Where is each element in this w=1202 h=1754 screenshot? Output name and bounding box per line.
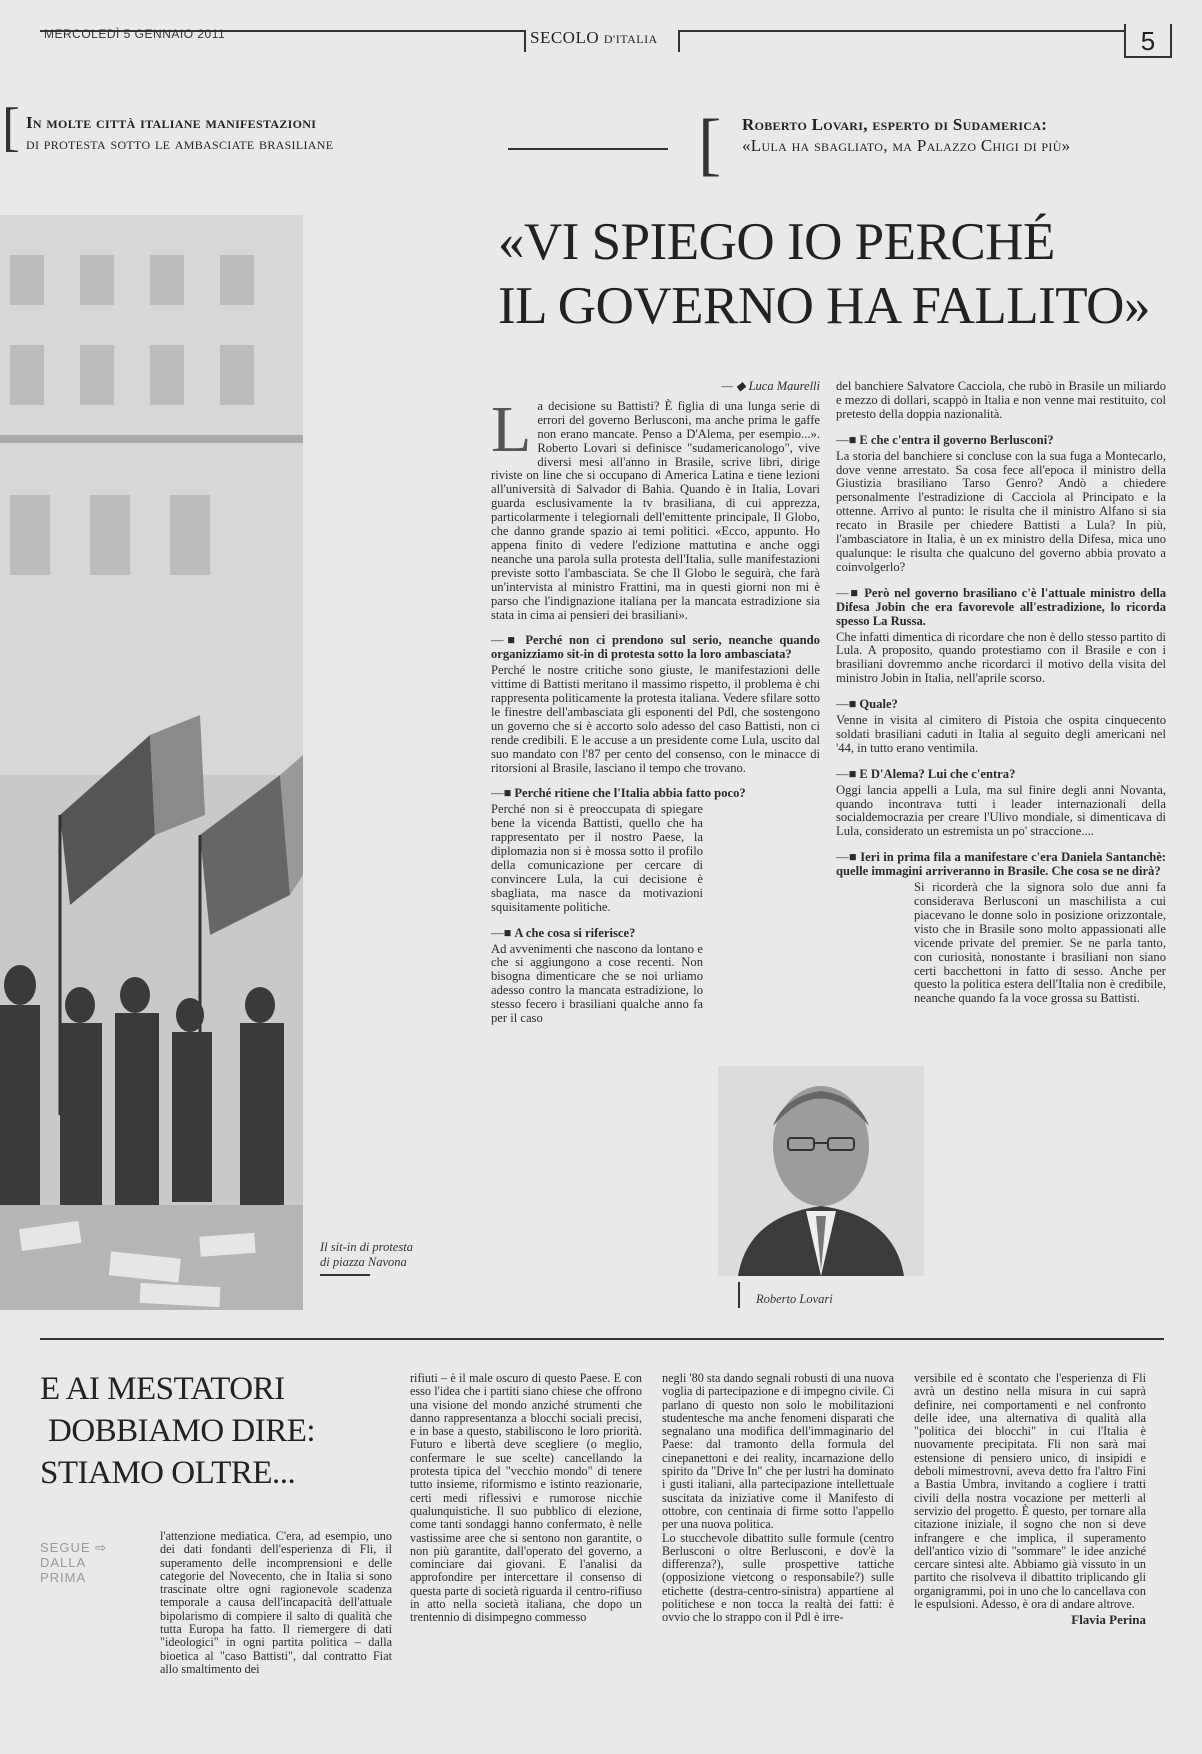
- dropcap: L: [491, 392, 532, 466]
- arrow-right-icon: ⇨: [95, 1540, 108, 1555]
- section2-title-line3: STIAMO OLTRE...: [40, 1455, 296, 1491]
- section2-column-4: [914, 1372, 1146, 1627]
- section-divider: [40, 1338, 1164, 1340]
- headline-line1: «VI SPIEGO IO PERCHÉ: [498, 213, 1055, 271]
- segue-line3: PRIMA: [40, 1570, 87, 1585]
- protest-photo: [0, 215, 303, 1310]
- kicker-right-line2: «Lula ha sbagliato, ma Palazzo Chigi di più»: [742, 136, 1071, 155]
- photo-caption: [320, 1240, 440, 1276]
- kicker-left-line2: di protesta sotto le ambasciate brasiliane: [26, 134, 334, 153]
- portrait-caption-rule: [738, 1282, 740, 1308]
- segue-line1-text: SEGUE: [40, 1540, 91, 1555]
- photo-caption-line2: di piazza Navona: [320, 1255, 407, 1269]
- answer-8: Si ricorderà che la signora solo due anni fa considerava Berlusconi un maschilista a cui piacevano le donne solo in posizione orizzontale, visto che in Brasile sono molto appassionati alle vicende private del premier. Se ne parla tanto, con curiosità, nonostante i brasiliani non siano certi bacchettoni in fatto di sesso. Anche per questo la politica estera dell'Italia non è credibile, neanche quando fa la voce grossa su Battisti.: [914, 880, 1166, 1006]
- question-5: —■ Però nel governo brasiliano c'è l'attuale ministro della Difesa Jobin che era favorevole all'estradizione, lo ricorda spesso La Russa.: [836, 585, 1166, 628]
- photo-caption-line1: Il sit-in di protesta: [320, 1240, 413, 1254]
- question-2-text: Perché ritiene che l'Italia abbia fatto poco?: [514, 786, 746, 801]
- kicker-divider: [508, 148, 668, 150]
- section2-title-line2: DOBBIAMO DIRE:: [48, 1413, 316, 1449]
- article-intro: [491, 392, 820, 623]
- section2-title: [40, 1368, 320, 1494]
- answer-6: Venne in visita al cimitero di Pistoia che ospita cinquecento soldati brasiliani caduti in Italia al seguito degli americani nel '44, in tutto erano ventimila.: [836, 713, 1166, 755]
- kicker-left: [26, 112, 466, 154]
- byline: — ◆ Luca Maurelli: [721, 379, 820, 393]
- answer-3: Ad avvenimenti che nascono da lontano e che si aggiungono a cose recenti. Non bisogna dimenticare che se noi urliamo adesso contro la mancata estradizione, lo stesso fecero i brasiliani qualche anno fa per il caso: [491, 941, 703, 1026]
- headline-line2: IL GOVERNO HA FALLITO»: [498, 277, 1150, 335]
- question-4-text: E che c'entra il governo Berlusconi?: [859, 432, 1054, 447]
- segue-label: [40, 1540, 107, 1585]
- byline-author: Luca Maurelli: [748, 379, 820, 393]
- photo-caption-rule: [320, 1274, 370, 1276]
- article-column-2: [836, 380, 1166, 1006]
- kicker-right-line1: Roberto Lovari, esperto di Sudamerica:: [742, 115, 1048, 134]
- question-7: —■ E D'Alema? Lui che c'entra?: [836, 766, 1016, 781]
- answer-7: Oggi lancia appelli a Lula, ma sul finire degli anni Novanta, quando incontrava tutti i leader internazionali della socialdemocrazia per creare l'Ulivo mondiale, si dimenticava di Lula, considerato un estremista un po' straccione....: [836, 782, 1166, 839]
- kicker-left-line1: In molte città italiane manifestazioni: [26, 113, 317, 132]
- question-2: —■ Perché ritiene che l'Italia abbia fatto poco?: [491, 786, 746, 801]
- question-5-text: Però nel governo brasiliano c'è l'attuale ministro della Difesa Jobin che era favorevole all'estradizione, lo ricorda spesso La Russa.: [836, 585, 1166, 628]
- segue-line1: [40, 1540, 107, 1555]
- article-intro-text: a decisione su Battisti? È figlia di una lunga serie di errori del governo Berlusconi, ma anche prima le gaffe non erano mancate. Penso a D'Alema, per esempio...». Roberto Lovari si definisce "sudamericanologo", vive diversi mesi all'anno in Brasile, scrive libri, dirige riviste on line che si occupano di America Latina e tiene lezioni all'università di Salvador di Bahia. Quando è in Italia, Lovari guarda esclusivamente la tv brasiliana, di cui apprezza, particolarmente i telegiornali dell'emittente principale, Il Globo, che danno grande spazio ai temi politici. «Ecco, appunto. Ho appena finito di vedere l'edizione mattutina e anche oggi neanche una parola sulla protesta dell'Italia, sulle manifestazioni previste sotto l'ambasciata. Se che Il Globo le seguirà, che farà un'intervista al ministro Frattini, ma in questi giorni non mi è parso che l'indignazione italiana per la mancata estradizione sia stata in cima ai pensieri dei brasiliani».: [491, 398, 820, 622]
- question-4: —■ E che c'entra il governo Berlusconi?: [836, 432, 1054, 447]
- portrait-illustration: [718, 1066, 924, 1276]
- section2-column-1: l'attenzione mediatica. C'era, ad esempio, uno dei dati fondanti dell'esperienza di Fli, il superamento delle incomprensioni e delle categorie del Novecento, che in Italia si sono trascinate oltre ogni ragionevole scadenza temporale a causa dell'incapacità dell'attuale bipolarismo di compiere il salto di qualità che tutta Europa ha fatto. Il riemergere di dati "ideologici" in ogni partita politica – dalla bioetica al "caso Battisti", dal contratto Fiat allo smaltimento dei: [160, 1529, 392, 1676]
- headline: [498, 210, 1188, 338]
- question-8: —■ Ieri in prima fila a manifestare c'era Daniela Santanchè: quelle immagini arriveranno in Brasile. Che cosa se ne dirà?: [836, 850, 1166, 879]
- question-3: —■ A che cosa si riferisce?: [491, 925, 636, 940]
- segue-line2: DALLA: [40, 1555, 87, 1570]
- protest-photo-illustration: [0, 215, 303, 1310]
- answer-1: Perché le nostre critiche sono giuste, le manifestazioni delle vittime di Battisti meritano il massimo rispetto, il problema è chi rappresenta politicamente la protesta italiana. Vedere sfilare sotto le finestre dell'ambasciata gli esponenti del Pdl, che sostengono un governo che si è accorto solo adesso del caso Battisti, non ci rende credibili. E le accuse a un presidente come Lula, uscito dal suo mandato con l'87 per cento del consenso, con le minacce di ritorsioni al Brasile, lasciano il tempo che trovano.: [491, 663, 820, 775]
- paper-name-suffix: D'ITALIA: [603, 32, 658, 46]
- answer-2: Perché non si è preoccupata di spiegare bene la vicenda Battisti, quello che ha rappresentato per il nostro Paese, la diplomazia non si è mossa sotto il profilo della comunicazione per cercare di convincere Lula, la cui decisione è sbagliata, ma nasce da motivazioni squisitamente politiche.: [491, 802, 703, 914]
- portrait-photo: [718, 1066, 924, 1276]
- question-6: —■ Quale?: [836, 697, 898, 712]
- paper-name-main: SECOLO: [530, 28, 600, 47]
- issue-date: MERCOLEDÌ 5 GENNAIO 2011: [44, 27, 226, 41]
- portrait-caption: Roberto Lovari: [756, 1292, 833, 1306]
- section2-column-4-text: versibile ed è scontato che l'esperienza di Fli avrà un destino nella misura in cui saprà definire, nei comportamenti e nel confronto delle idee, una alternativa di qualità alla "politica dei blocchi" in cui l'Italia è nuovamente precipitata. Fli non sarà mai estensione di pensiero unico, di insipidi e deboli mimestrovni, aveva detto fra l'altro Fini a Bastia Umbra, invitando a cogliere i tratti civili della nostra vocazione per metterli al servizio del progetto. È questo, per tornare alla citazione iniziale, il sogno che non si deve infrangere e che implica, il superamento dell'antico vizio di "sommare" le idee anziché cercare sintesi alte. Abbiamo già vissuto in un partito che risolveva il dibattito triplicando gli organigrammi, poi in uno che lo cancellava con le espulsioni. Adesso, è ora di andare altrove.: [914, 1371, 1146, 1612]
- question-1: —■ Perché non ci prendono sul serio, neanche quando organizziamo sit-in di protesta sotto la loro ambasciata?: [491, 633, 820, 662]
- kicker-left-bracket: [: [2, 97, 20, 157]
- section2-column-3: negli '80 sta dando segnali robusti di una nuova voglia di partecipazione e di impegno civile. Ci parlano di questo non solo le mobilitazioni studentesche ma anche fenomeni disparati che segnalano una modifica dell'immaginario del Paese: dal tramonto della formula del cinepanettoni e dei reality, incarnazione dello spirito da "Drive In" che per lustri ha dominato i gusti italiani, alla partecipazione intellettuale suscitata da iniziative come il Manifesto di ottobre, con centinaia di firme sotto l'appello per una nuova politica. Lo stucchevole dibattito sulle formule (centro Berlusconi o oltre Berlusconi, e dov'è la differenza?), sulle prospettive tattiche (opposizione vietcong o responsabile?) sulle etichette (destra-centro-sinistra) appartiene al politichese e non tocca la realtà dei fatti: è ovvio che lo strappo con il Pdl è irre-: [662, 1371, 894, 1625]
- answer-5: Che infatti dimentica di ricordare che non è dello stesso partito di Lula. A proposito, quando protestiamo con il Brasile e con i brasiliani dovremmo anche ricordarci il motivo della visita del ministro Jobin in Italia, nell'aprile scorso.: [836, 629, 1166, 686]
- signature: Flavia Perina: [1071, 1612, 1146, 1628]
- question-3-text: A che cosa si riferisce?: [514, 925, 636, 940]
- masthead-bar-right: [678, 30, 680, 52]
- paper-name: [530, 28, 658, 48]
- section2-column-2: rifiuti – è il male oscuro di questo Paese. E con esso l'idea che i partiti siano chiese che offrono una visione del mondo anziché strumenti che danno rappresentanza a blocchi sociali precisi, e in base a questo, stabiliscono le loro priorità. Futuro e libertà deve scegliere (o meglio, confermare le sue scelte) cancellando la protesta tipica del "vecchio mondo" di tenere tutto insieme, riformismo e istinto reazionarie, certi medi riflessivi e rumorose nicchie qualunquistiche. Il suo pubblico di elezione, come tanti sondaggi hanno confermato, è nelle vastissime aree che si sentono non garantite, o non più garantite, dall'operato del governo, a cominciare dai giovani. E l'analisi da approfondire per intercettare il consenso di questa parte di società riguarda il centro-rifiuso in atto nella società italiana, che dopo un trentennio di disimpegno commesso: [410, 1371, 642, 1625]
- question-7-text: E D'Alema? Lui che c'entra?: [859, 766, 1016, 781]
- question-1-text: Perché non ci prendono sul serio, neanche quando organizziamo sit-in di protesta sotto la loro ambasciata?: [491, 633, 820, 662]
- kicker-right-bracket: [: [698, 106, 722, 183]
- masthead-bar-left: [524, 30, 526, 52]
- page-number: 5: [1124, 24, 1172, 58]
- column-2-intro: del banchiere Salvatore Cacciola, che rubò in Brasile un miliardo e mezzo di dollari, scappò in Italia e non venne mai restituito, col pretesto della doppia nazionalità.: [836, 379, 1166, 421]
- section2-title-line1: E AI MESTATORI: [40, 1371, 285, 1407]
- masthead-rule-right: [680, 30, 1124, 32]
- article-column-1: [491, 380, 820, 1026]
- kicker-right: [742, 114, 1182, 156]
- question-8-text: Ieri in prima fila a manifestare c'era Daniela Santanchè: quelle immagini arriveranno in Brasile. Che cosa se ne dirà?: [836, 850, 1166, 879]
- answer-4: La storia del banchiere si concluse con la sua fuga a Montecarlo, dove venne arrestato. Sa cosa fece all'epoca il ministro della Giustizia brasiliano Tarso Genro? Andò a chiedere personalmente l'estradizione di Cacciola al Principato e la ottenne. Arrivo al punto: le risulta che il ministro Alfano si sia recato in Brasile per chiedere Battisti a Lula? In più, l'ambasciatore in Italia, è un ex ministro della Difesa, mica uno qualunque: le risulta che qualcuno del governo abbia provato a coinvolgerlo?: [836, 448, 1166, 574]
- question-6-text: Quale?: [859, 697, 898, 712]
